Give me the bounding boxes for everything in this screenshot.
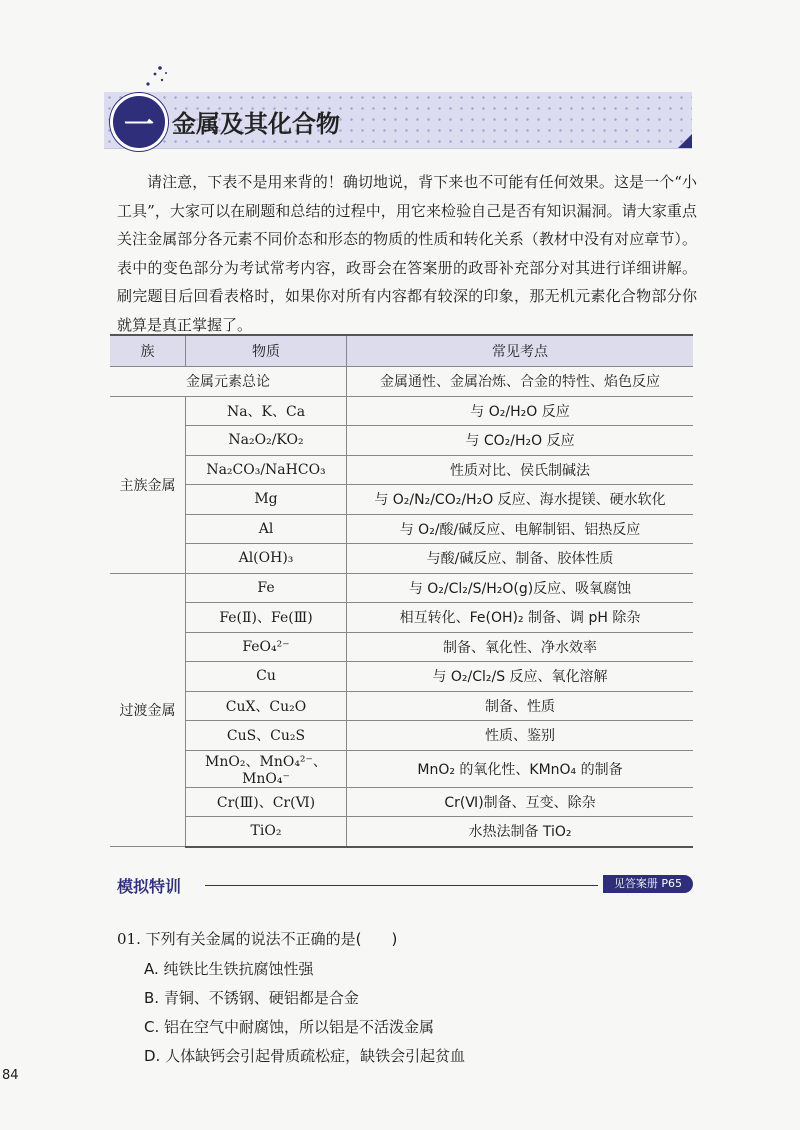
points-cell: 制备、氧化性、净水效率 [347,632,694,662]
option-c: C. 铝在空气中耐腐蚀，所以铝是不活泼金属 [144,1018,435,1036]
section-title: 模拟特训 [117,877,182,896]
points-cell: 与 O₂/酸/碱反应、电解制铝、铝热反应 [347,514,694,544]
banner-corner-fold [678,134,692,148]
points-cell: 与 O₂/N₂/CO₂/H₂O 反应、海水提镁、硬水软化 [347,485,694,515]
page-number: 84 [2,1068,19,1083]
table-row [110,632,693,662]
sparkle-icon [140,62,170,92]
substance-cell: CuS、Cu₂S [186,721,347,751]
answer-reference-tag: 见答案册 P65 [603,875,693,893]
substance-cell: FeO₄²⁻ [186,632,347,662]
table-header-row [110,335,693,367]
table-row [110,662,693,692]
points-cell: 相互转化、Fe(OH)₂ 制备、调 pH 除杂 [347,603,694,633]
header-group: 族 [110,335,186,367]
table-row [110,514,693,544]
points-cell: 与酸/碱反应、制备、胶体性质 [347,544,694,574]
points-cell: 与 O₂/Cl₂/S 反应、氧化溶解 [347,662,694,692]
table-row [110,426,693,456]
points-cell: 性质对比、侯氏制碱法 [347,455,694,485]
substance-cell: Al [186,514,347,544]
section-divider [205,885,598,886]
substance-cell: Na、K、Ca [186,396,347,426]
table-row [110,721,693,751]
option-b: B. 青铜、不锈钢、硬铝都是合金 [144,989,359,1007]
substance-cell: Mg [186,485,347,515]
header-substance: 物质 [186,335,347,367]
table-row [110,396,693,426]
substance-cell: Na₂O₂/KO₂ [186,426,347,456]
substance-cell: Al(OH)₃ [186,544,347,574]
question-number: 01. [117,930,141,948]
group-name: 主族金属 [110,396,186,573]
points-cell: 水热法制备 TiO₂ [347,817,694,847]
points-cell: 与 O₂/H₂O 反应 [347,396,694,426]
points-cell: 性质、鉴别 [347,721,694,751]
chapter-title: 金属及其化合物 [172,110,340,138]
overview-points: 金属通性、金属冶炼、合金的特性、焰色反应 [347,367,694,397]
table-row [110,573,693,603]
chapter-number-badge: 一 [110,93,168,151]
substance-cell: MnO₂、MnO₄²⁻、MnO₄⁻ [186,750,347,787]
substance-cell: Cu [186,662,347,692]
points-cell: MnO₂ 的氧化性、KMnO₄ 的制备 [347,750,694,787]
question-stem: 下列有关金属的说法不正确的是( ) [145,930,398,948]
table-row [110,817,693,847]
table-row [110,485,693,515]
table-row [110,544,693,574]
points-cell: Cr(Ⅵ)制备、互变、除杂 [347,787,694,817]
section-header [117,874,693,896]
table-row [110,603,693,633]
substance-cell: CuX、Cu₂O [186,691,347,721]
table-row [110,691,693,721]
substance-cell: Fe(Ⅱ)、Fe(Ⅲ) [186,603,347,633]
substance-cell: Na₂CO₃/NaHCO₃ [186,455,347,485]
table-row [110,787,693,817]
substance-cell: Cr(Ⅲ)、Cr(Ⅵ) [186,787,347,817]
group-name: 过渡金属 [110,573,186,847]
table-row [110,750,693,787]
table-row [110,367,693,397]
points-cell: 制备、性质 [347,691,694,721]
substance-cell: TiO₂ [186,817,347,847]
substance-cell: Fe [186,573,347,603]
overview-substance: 金属元素总论 [110,367,347,397]
metals-table [110,334,693,848]
question [117,928,397,949]
option-a: A. 纯铁比生铁抗腐蚀性强 [144,960,314,978]
table-row [110,455,693,485]
points-cell: 与 CO₂/H₂O 反应 [347,426,694,456]
points-cell: 与 O₂/Cl₂/S/H₂O(g)反应、吸氧腐蚀 [347,573,694,603]
option-d: D. 人体缺钙会引起骨质疏松症，缺铁会引起贫血 [144,1047,466,1065]
intro-paragraph: 请注意，下表不是用来背的！确切地说，背下来也不可能有任何效果。这是一个“小工具”，大家可以在刷题和总结的过程中，用它来检验自己是否有知识漏洞。请大家重点关注金属部分各元素不同价态和形态的物质的性质和转化关系（教材中没有对应章节）。表中的变色部分为考试常考内容，政哥会在答案册的政哥补充部分对其进行详细讲解。刷完题目后回看表格时，如果你对所有内容都有较深的印象，那无机元素化合物部分你就算是真正掌握了。 [117,173,697,334]
header-points: 常见考点 [347,335,694,367]
